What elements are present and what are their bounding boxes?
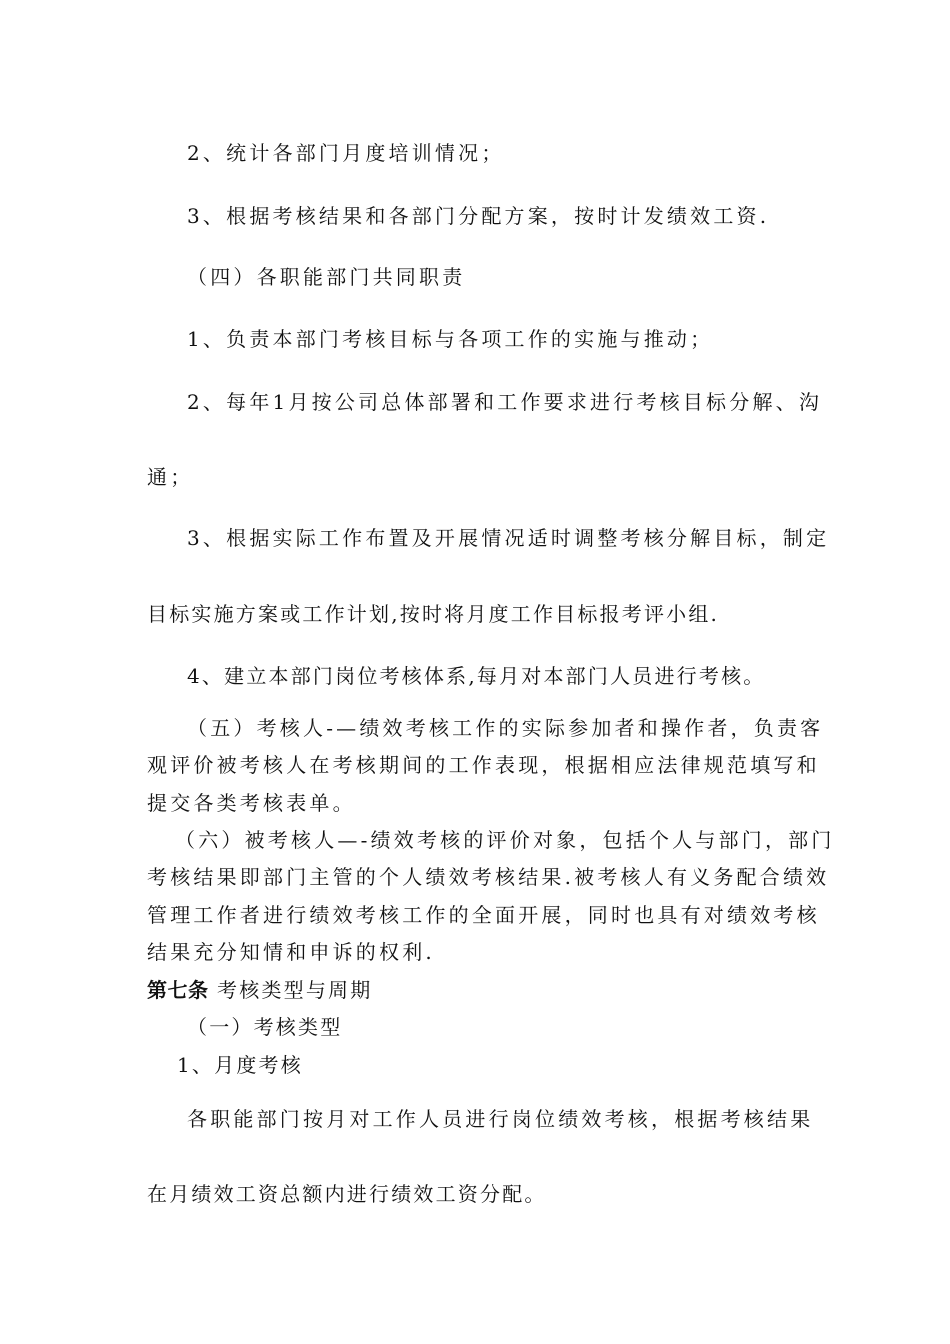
paragraph-line: 3、根据实际工作布置及开展情况适时调整考核分解目标，制定 [187,526,830,550]
paragraph-line: 目标实施方案或工作计划,按时将月度工作目标报考评小组. [147,602,720,626]
paragraph-line: 1、负责本部门考核目标与各项工作的实施与推动； [187,327,714,351]
paragraph-line: （五）考核人-—绩效考核工作的实际参加者和操作者，负责客 [187,716,824,740]
paragraph-line: 2、每年1月按公司总体部署和工作要求进行考核目标分解、沟 [187,390,823,414]
paragraph-line: 各职能部门按月对工作人员进行岗位绩效考核，根据考核结果 [187,1107,814,1131]
paragraph-line: 4、建立本部门岗位考核体系,每月对本部门人员进行考核。 [187,664,766,688]
paragraph-line: 提交各类考核表单。 [147,791,356,815]
paragraph-line: （六）被考核人—-绩效考核的评价对象，包括个人与部门，部门 [175,828,835,852]
article-number: 第七条 [147,978,209,1002]
paragraph-line: 通； [147,465,194,489]
subsection-heading: （一）考核类型 [187,1015,343,1039]
paragraph-line: 2、统计各部门月度培训情况； [187,141,505,165]
article-title: 考核类型与周期 [208,978,373,1002]
paragraph-line: 结果充分知情和申诉的权利. [147,940,435,964]
paragraph-line: 观评价被考核人在考核期间的工作表现，根据相应法律规范填写和 [147,753,820,777]
section-heading: （四）各职能部门共同职责 [187,265,466,289]
paragraph-line: 在月绩效工资总额内进行绩效工资分配。 [147,1182,547,1206]
paragraph-line: 3、根据考核结果和各部门分配方案，按时计发绩效工资. [187,204,770,228]
subsection-heading: 1、月度考核 [177,1053,303,1077]
article-heading [147,977,372,1003]
paragraph-line: 考核结果即部门主管的个人绩效考核结果.被考核人有义务配合绩效 [147,865,830,889]
paragraph-line: 管理工作者进行绩效考核工作的全面开展，同时也具有对绩效考核 [147,903,820,927]
